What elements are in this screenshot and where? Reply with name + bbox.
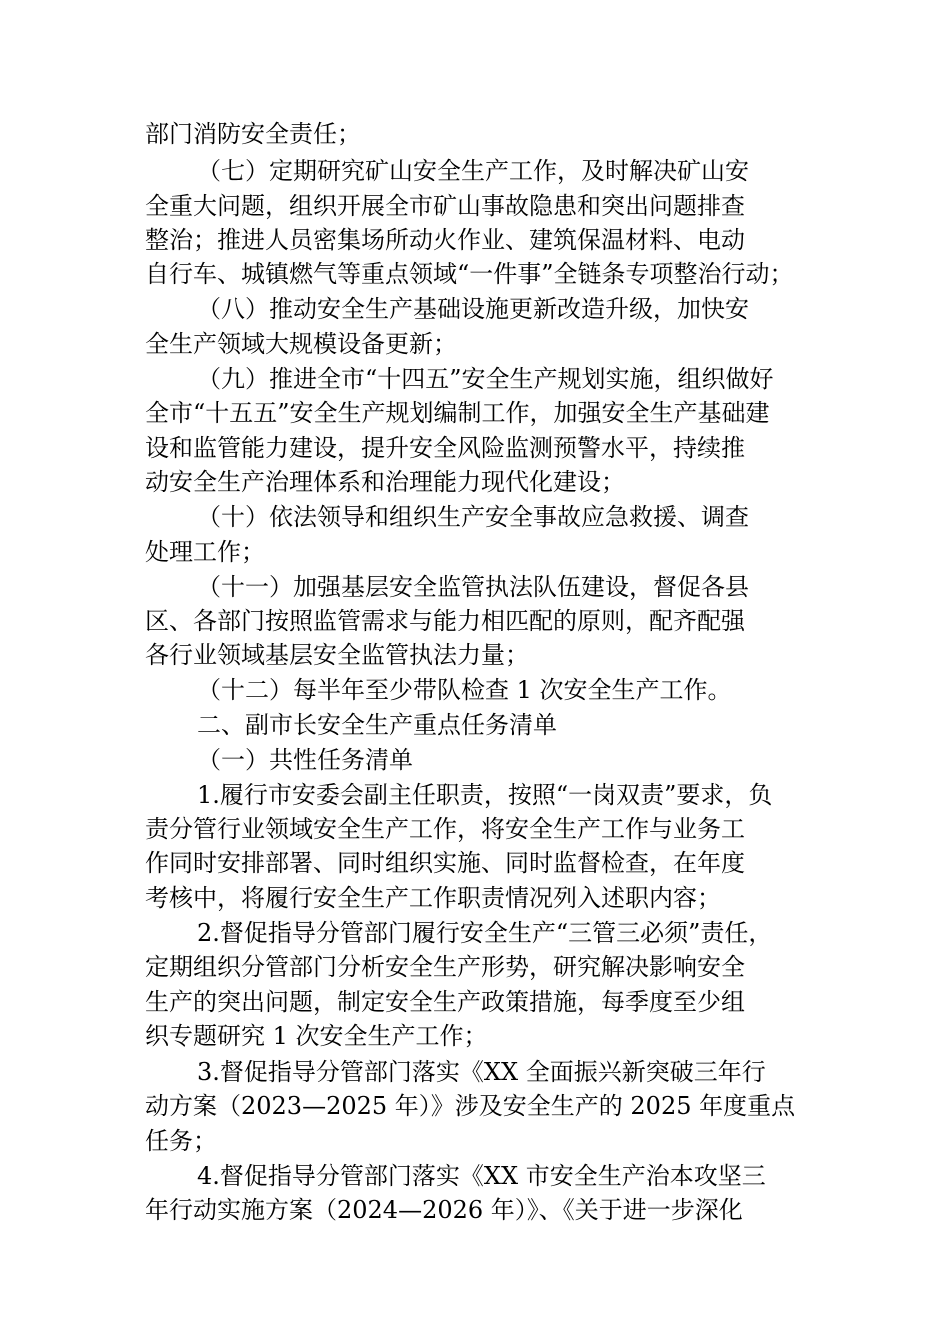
text-line: 全重大问题，组织开展全市矿山事故隐患和突出问题排查 bbox=[145, 192, 745, 220]
text-line: （七）定期研究矿山安全生产工作，及时解决矿山安 bbox=[197, 157, 749, 185]
text-line: 区、各部门按照监管需求与能力相匹配的原则，配齐配强 bbox=[145, 607, 745, 635]
text-line: 定期组织分管部门分析安全生产形势，研究解决影响安全 bbox=[145, 953, 745, 981]
text-line: 4.督促指导分管部门落实《XX 市安全生产治本攻坚三 bbox=[197, 1162, 766, 1190]
text-line: 生产的突出问题，制定安全生产政策措施，每季度至少组 bbox=[145, 988, 745, 1016]
text-line: （九）推进全市“十四五”安全生产规划实施，组织做好 bbox=[197, 365, 774, 393]
text-line: 任务； bbox=[145, 1127, 217, 1155]
text-line: （十）依法领导和组织生产安全事故应急救援、调查 bbox=[197, 503, 749, 531]
text-line: 2.督促指导分管部门履行安全生产“三管三必须”责任， bbox=[197, 919, 773, 947]
text-line: 全生产领域大规模设备更新； bbox=[145, 330, 457, 358]
text-line: 织专题研究 1 次安全生产工作； bbox=[145, 1022, 488, 1050]
text-line: 部门消防安全责任； bbox=[145, 120, 361, 148]
text-line: 1.履行市安委会副主任职责，按照“一岗双责”要求，负 bbox=[197, 781, 773, 809]
text-line: （八）推动安全生产基础设施更新改造升级，加快安 bbox=[197, 295, 749, 323]
text-line: 动安全生产治理体系和治理能力现代化建设； bbox=[145, 468, 625, 496]
text-line: 各行业领域基层安全监管执法力量； bbox=[145, 641, 529, 669]
text-line: 动方案（2023—2025 年）》涉及安全生产的 2025 年度重点 bbox=[145, 1092, 796, 1120]
text-line: 考核中，将履行安全生产工作职责情况列入述职内容； bbox=[145, 884, 721, 912]
text-line: （十二）每半年至少带队检查 1 次安全生产工作。 bbox=[197, 676, 732, 704]
text-line: 处理工作； bbox=[145, 538, 265, 566]
subsection-heading: （一）共性任务清单 bbox=[197, 746, 413, 774]
text-line: 3.督促指导分管部门落实《XX 全面振兴新突破三年行 bbox=[197, 1058, 766, 1086]
text-line: 年行动实施方案（2024—2026 年）》、《关于进一步深化 bbox=[145, 1196, 743, 1224]
text-line: （十一）加强基层安全监管执法队伍建设，督促各县 bbox=[197, 573, 749, 601]
text-line: 作同时安排部署、同时组织实施、同时监督检查，在年度 bbox=[145, 849, 745, 877]
section-heading: 二、副市长安全生产重点任务清单 bbox=[197, 711, 557, 739]
text-line: 自行车、城镇燃气等重点领域“一件事”全链条专项整治行动； bbox=[145, 260, 794, 288]
text-line: 整治；推进人员密集场所动火作业、建筑保温材料、电动 bbox=[145, 226, 745, 254]
text-line: 全市“十五五”安全生产规划编制工作，加强安全生产基础建 bbox=[145, 399, 770, 427]
text-line: 责分管行业领域安全生产工作，将安全生产工作与业务工 bbox=[145, 815, 745, 843]
text-line: 设和监管能力建设，提升安全风险监测预警水平，持续推 bbox=[145, 434, 745, 462]
